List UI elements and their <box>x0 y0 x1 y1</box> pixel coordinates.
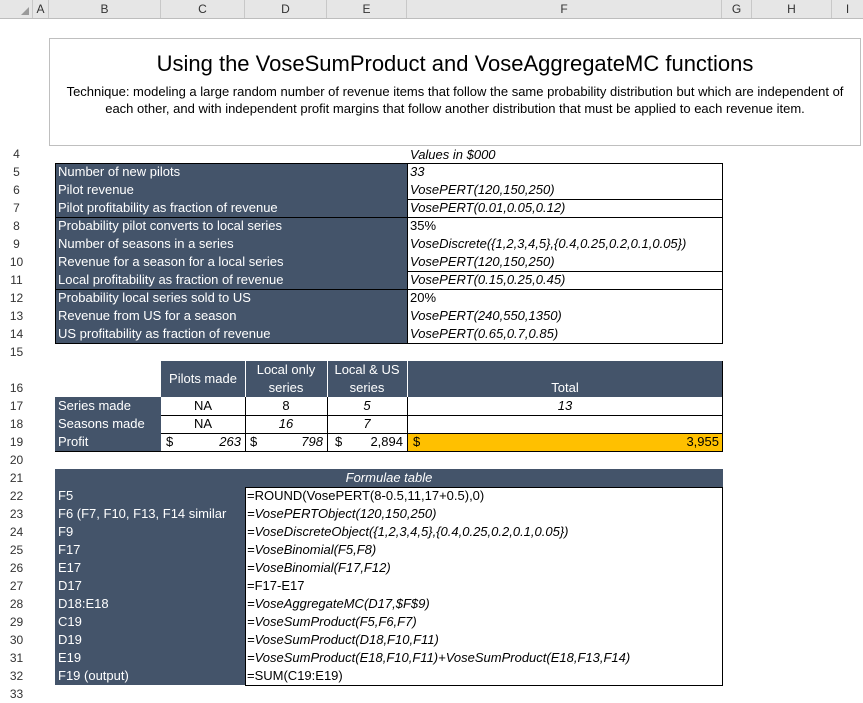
row-header-9[interactable]: 9 <box>13 237 20 251</box>
formula-cell-ref: F17 <box>58 542 81 557</box>
input-label: Revenue from US for a season <box>58 308 237 323</box>
row-header-24[interactable]: 24 <box>9 525 24 539</box>
header-local-us-series: Local & US series <box>334 362 400 395</box>
formula-text[interactable]: =F17-E17 <box>247 578 305 593</box>
formulae-border <box>245 487 723 686</box>
series-made-total[interactable]: 13 <box>557 398 573 413</box>
row-header-29[interactable]: 29 <box>9 615 24 629</box>
formulae-title: Formulae table <box>345 470 433 485</box>
select-all-corner[interactable] <box>0 0 33 18</box>
header-pilots-made: Pilots made <box>169 371 237 386</box>
profit-total-currency: $ <box>413 434 421 449</box>
inputs-divider <box>407 163 408 344</box>
results-vline-3 <box>407 397 408 452</box>
input-value[interactable]: VosePERT(0.65,0.7,0.85) <box>410 326 559 341</box>
inputs-group-line-1 <box>55 217 723 218</box>
header-local-only-series: Local only series <box>256 362 316 395</box>
input-value[interactable]: 20% <box>410 290 437 305</box>
profit-pilots-currency: $ <box>166 434 174 449</box>
row-header-26[interactable]: 26 <box>9 561 24 575</box>
input-value[interactable]: VosePERT(240,550,1350) <box>410 308 562 323</box>
row-header-5[interactable]: 5 <box>13 165 20 179</box>
inputs-table-border <box>55 163 723 344</box>
input-label: Number of new pilots <box>58 164 181 179</box>
row-header-28[interactable]: 28 <box>9 597 24 611</box>
results-vline-2 <box>327 397 328 452</box>
formula-cell-ref: E19 <box>58 650 82 665</box>
input-label: Probability pilot converts to local series <box>58 218 282 233</box>
column-header-bar <box>0 0 863 19</box>
row-header-21[interactable]: 21 <box>9 471 24 485</box>
profit-local[interactable]: 798 <box>301 434 323 449</box>
series-made-local-us[interactable]: 5 <box>363 398 371 413</box>
column-header-i[interactable]: I <box>845 2 850 16</box>
row-header-11[interactable]: 11 <box>10 273 23 287</box>
input-label: Number of seasons in a series <box>58 236 234 251</box>
formula-text[interactable]: =VoseSumProduct(F5,F6,F7) <box>247 614 417 629</box>
formula-cell-ref: F5 <box>58 488 74 503</box>
row-header-18[interactable]: 18 <box>9 417 24 431</box>
formula-cell-ref: F9 <box>58 524 74 539</box>
profit-local-us[interactable]: 2,894 <box>370 434 403 449</box>
column-header-a[interactable]: A <box>33 0 49 18</box>
label-seasons-made: Seasons made <box>58 416 145 431</box>
column-header-c[interactable]: C <box>161 0 245 18</box>
row-header-14[interactable]: 14 <box>9 327 24 341</box>
row-header-31[interactable]: 31 <box>9 651 24 665</box>
row-header-17[interactable]: 17 <box>9 399 24 413</box>
input-value[interactable]: VosePERT(120,150,250) <box>410 182 555 197</box>
input-value[interactable]: VoseDiscrete({1,2,3,4,5},{0.4,0.25,0.2,0.1,0.05}) <box>410 236 687 251</box>
input-value[interactable]: VosePERT(0.15,0.25,0.45) <box>410 272 566 287</box>
profit-local-us-currency: $ <box>335 434 343 449</box>
row-header-23[interactable]: 23 <box>9 507 24 521</box>
input-value[interactable]: VosePERT(0.01,0.05,0.12) <box>410 200 566 215</box>
formula-text[interactable]: =ROUND(VosePERT(8-0.5,11,17+0.5),0) <box>247 488 485 503</box>
input-label: Pilot revenue <box>58 182 134 197</box>
header-total: Total <box>551 380 579 395</box>
row-header-15[interactable]: 15 <box>9 345 24 359</box>
formula-text[interactable]: =VoseBinomial(F5,F8) <box>247 542 377 557</box>
row-header-6[interactable]: 6 <box>13 183 20 197</box>
inputs-value-line-2 <box>407 271 723 272</box>
formula-cell-ref: D19 <box>58 632 82 647</box>
formula-text[interactable]: =VoseSumProduct(E18,F10,F11)+VoseSumProduct(E18,F13,F14) <box>247 650 631 665</box>
column-header-d[interactable]: D <box>245 0 327 18</box>
seasons-made-pilots[interactable]: NA <box>193 416 213 431</box>
row-header-20[interactable]: 20 <box>9 453 24 467</box>
formula-cell-ref: C19 <box>58 614 82 629</box>
input-value[interactable]: 33 <box>410 164 425 179</box>
formula-cell-ref: F6 (F7, F10, F13, F14 similar <box>58 506 227 521</box>
row-header-32[interactable]: 32 <box>9 669 24 683</box>
formula-text[interactable]: =VoseBinomial(F17,F12) <box>247 560 391 575</box>
row-header-4[interactable]: 4 <box>13 147 20 161</box>
profit-total[interactable]: 3,955 <box>686 434 719 449</box>
input-label: Probability local series sold to US <box>58 290 251 305</box>
results-vline-1 <box>245 397 246 452</box>
seasons-made-local-us[interactable]: 7 <box>363 416 371 431</box>
sheet-title: Using the VoseSumProduct and VoseAggregateMC functions <box>156 51 754 76</box>
formula-cell-ref: E17 <box>58 560 82 575</box>
inputs-group-line-2 <box>55 289 723 290</box>
column-header-h[interactable]: H <box>752 0 832 18</box>
input-label: US profitability as fraction of revenue <box>58 326 271 341</box>
column-header-f[interactable]: F <box>407 0 722 18</box>
series-made-pilots[interactable]: NA <box>193 398 213 413</box>
row-header-27[interactable]: 27 <box>9 579 24 593</box>
formula-text[interactable]: =SUM(C19:E19) <box>247 668 343 683</box>
input-value[interactable]: VosePERT(120,150,250) <box>410 254 555 269</box>
row-header-19[interactable]: 19 <box>9 435 24 449</box>
row-header-8[interactable]: 8 <box>13 219 20 233</box>
column-header-g[interactable]: G <box>722 0 752 18</box>
column-header-e[interactable]: E <box>327 0 407 18</box>
values-header: Values in $000 <box>410 147 496 162</box>
title-box <box>49 38 861 146</box>
formula-text[interactable]: =VoseAggregateMC(D17,$F$9) <box>247 596 430 611</box>
technique-text: Technique: modeling a large random number of revenue items that follow the same probability distribution but which are independent of each other, and with independent profit margins that follow another distribution that must be applied to each revenue item. <box>66 84 844 116</box>
input-label: Local profitability as fraction of revenue <box>58 272 284 287</box>
formula-text[interactable]: =VosePERTObject(120,150,250) <box>247 506 437 521</box>
series-made-local[interactable]: 8 <box>282 398 290 413</box>
formula-text[interactable]: =VoseSumProduct(D18,F10,F11) <box>247 632 439 647</box>
row-header-25[interactable]: 25 <box>9 543 24 557</box>
row-header-30[interactable]: 30 <box>9 633 24 647</box>
row-header-10[interactable]: 10 <box>9 255 24 269</box>
column-header-b[interactable]: B <box>49 0 161 18</box>
formula-text[interactable]: =VoseDiscreteObject({1,2,3,4,5},{0.4,0.25,0.2,0.1,0.05}) <box>247 524 569 539</box>
formula-cell-ref: D17 <box>58 578 82 593</box>
input-label: Pilot profitability as fraction of revenue <box>58 200 278 215</box>
formula-cell-ref: D18:E18 <box>58 596 109 611</box>
row-header-12[interactable]: 12 <box>9 291 24 305</box>
label-profit: Profit <box>58 434 89 449</box>
profit-local-currency: $ <box>250 434 258 449</box>
label-series-made: Series made <box>58 398 131 413</box>
inputs-value-line-1 <box>407 199 723 200</box>
row-header-7[interactable]: 7 <box>13 201 20 215</box>
input-label: Revenue for a season for a local series <box>58 254 284 269</box>
profit-pilots[interactable]: 263 <box>219 434 241 449</box>
results-table-border <box>55 361 723 452</box>
row-header-13[interactable]: 13 <box>9 309 24 323</box>
row-header-33[interactable]: 33 <box>9 687 24 701</box>
row-header-16[interactable]: 16 <box>9 381 24 395</box>
formula-cell-ref: F19 (output) <box>58 668 129 683</box>
row-header-22[interactable]: 22 <box>9 489 24 503</box>
seasons-made-local[interactable]: 16 <box>278 416 294 431</box>
input-value[interactable]: 35% <box>410 218 437 233</box>
